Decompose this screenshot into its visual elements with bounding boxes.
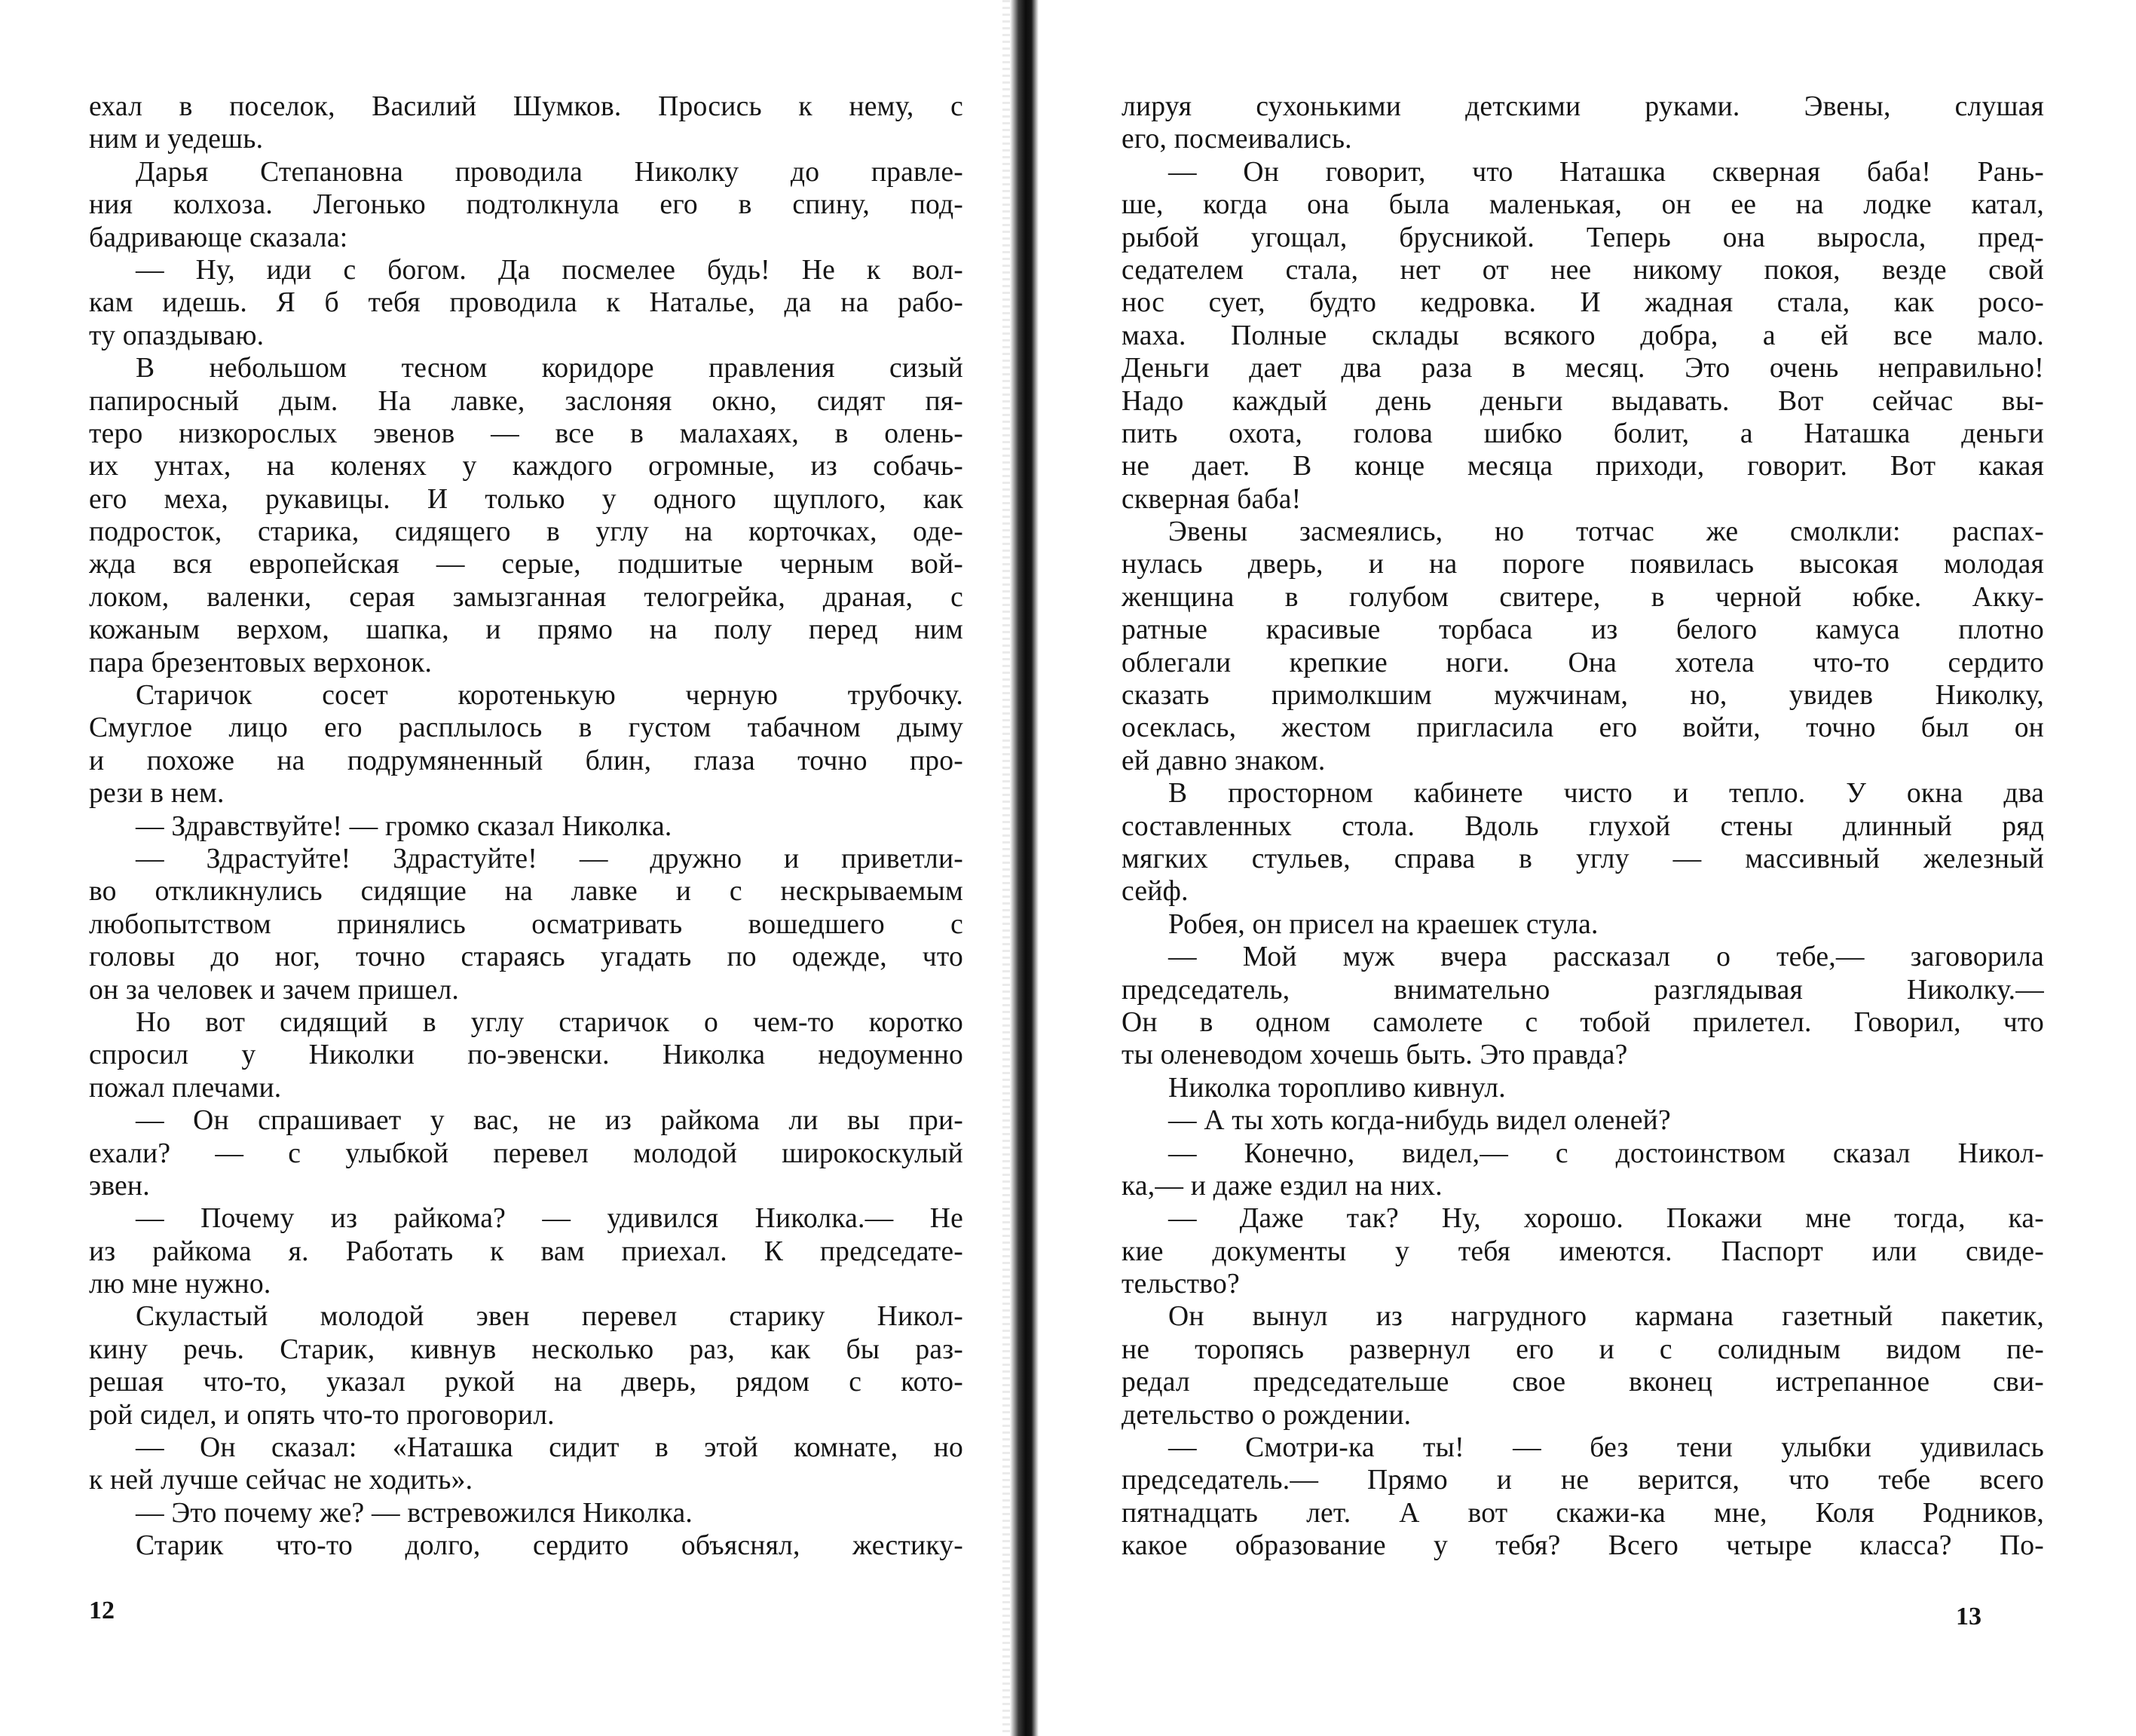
text-line: — Смотри-ка ты! — без тени улыбки удивилась <box>1168 1432 2044 1464</box>
text-line: кожаным верхом, шапка, и прямо на полу перед ним <box>89 614 963 646</box>
text-line: ше, когда она была маленькая, он ее на лодке катал, <box>1122 189 2044 221</box>
text-line: к ней лучше сейчас не ходить». <box>89 1465 473 1496</box>
text-line: кие документы у тебя имеются. Паспорт или свиде- <box>1122 1235 2044 1267</box>
text-line: председатель, внимательно разглядывая Николку.— <box>1122 974 2044 1006</box>
text-line: не дает. В конце месяца приходи, говорит. Вот какая <box>1122 451 2044 482</box>
text-line: — Это почему же? — встревожился Николка. <box>136 1497 693 1529</box>
text-line: сказать примолкшим мужчинам, но, увидев Николку, <box>1122 680 2044 712</box>
text-line: Он вынул из нагрудного кармана газетный пакетик, <box>1168 1301 2044 1333</box>
text-line: скверная баба! <box>1122 483 1302 515</box>
text-line: осеклась, жестом пригласила его войти, точно был он <box>1122 712 2044 744</box>
text-line: рыбой угощал, брусникой. Теперь она выросла, пред- <box>1122 222 2044 253</box>
book-spine <box>1010 0 1039 1736</box>
left-page-number: 12 <box>89 1597 115 1624</box>
text-line: ним и уедешь. <box>89 124 264 155</box>
text-line: теро низкорослых эвенов — все в малахаях, в олень- <box>89 418 963 449</box>
text-line: локом, валенки, серая замызганная телогрейка, драная, с <box>89 581 963 613</box>
text-line: эвен. <box>89 1170 150 1202</box>
text-line: Эвены засмеялись, но тотчас же смолкли: распах- <box>1168 516 2044 548</box>
text-line: жда вся европейская — серые, подшитые черным вой- <box>89 549 963 580</box>
text-line: и похоже на подрумяненный блин, глаза точно про- <box>89 745 963 776</box>
text-line: Дарья Степановна проводила Николку до правле- <box>136 156 963 188</box>
text-line: — Почему из райкома? — удивился Николка.— Не <box>136 1203 963 1235</box>
text-line: — Он спрашивает у вас, не из райкома ли вы при- <box>136 1105 963 1137</box>
text-line: ехали? — с улыбкой перевел молодой широкоскулый <box>89 1137 963 1169</box>
text-line: его меха, рукавицы. И только у одного щуплого, как <box>89 483 963 515</box>
text-line: кину речь. Старик, кивнув несколько раз, как бы раз- <box>89 1333 963 1365</box>
text-line: Старичок сосет коротенькую черную трубочку. <box>136 680 963 712</box>
text-line: редал председательше свое вконец истрепанное сви- <box>1122 1367 2044 1398</box>
text-line: Робея, он присел на краешек стула. <box>1168 908 1599 940</box>
text-line: — Он сказал: «Наташка сидит в этой комнате, но <box>136 1432 963 1464</box>
text-line: маха. Полные склады всякого добра, а ей все мало. <box>1122 320 2044 351</box>
right-page-number: 13 <box>1956 1603 1981 1630</box>
text-line: рези в нем. <box>89 778 225 810</box>
text-line: Надо каждый день деньги выдавать. Вот сейчас вы- <box>1122 385 2044 417</box>
text-line: Старик что-то долго, сердито объяснял, жестику- <box>136 1530 963 1562</box>
text-line: ехал в поселок, Василий Шумков. Просись к нему, с <box>89 91 963 122</box>
text-line: ратные красивые торбаса из белого камуса плотно <box>1122 614 2044 646</box>
text-line: ния колхоза. Легонько подтолкнула его в спину, под- <box>89 189 963 221</box>
text-line: пожал плечами. <box>89 1072 282 1104</box>
text-line: их унтах, на коленях у каждого огромные, из собачь- <box>89 451 963 482</box>
right-page <box>1055 0 2136 1736</box>
text-line: нулась дверь, и на пороге появилась высокая молодая <box>1122 549 2044 580</box>
text-line: его, посмеивались. <box>1122 124 1352 155</box>
text-line: Деньги дает два раза в месяц. Это очень неправильно! <box>1122 353 2044 384</box>
text-line: нос сует, будто кедровка. И жадная стала, как росо- <box>1122 287 2044 319</box>
text-line: — Здрастуйте! Здрастуйте! — дружно и приветли- <box>136 843 963 874</box>
text-line: В небольшом тесном коридоре правления сизый <box>136 353 963 384</box>
text-line: папиросный дым. На лавке, заслоняя окно, сидят пя- <box>89 385 963 417</box>
text-line: ты оленеводом хочешь быть. Это правда? <box>1122 1039 1628 1071</box>
text-line: — Даже так? Ну, хорошо. Покажи мне тогда, ка- <box>1168 1203 2044 1235</box>
text-line: кам идешь. Я б тебя проводила к Наталье, да на рабо- <box>89 287 963 319</box>
right-page-text <box>1122 90 2044 1563</box>
text-line: мягких стульев, справа в углу — массивный железный <box>1122 843 2044 874</box>
text-line: ей давно знаком. <box>1122 745 1326 776</box>
text-line: ка,— и даже ездил на них. <box>1122 1170 1443 1202</box>
left-page-text <box>89 90 963 1563</box>
text-line: председатель.— Прямо и не верится, что тебе всего <box>1122 1465 2044 1496</box>
text-line: пара брезентовых верхонок. <box>89 647 433 678</box>
text-line: Но вот сидящий в углу старичок о чем-то коротко <box>136 1006 963 1038</box>
text-line: не торопясь развернул его и с солидным видом пе- <box>1122 1333 2044 1365</box>
text-line: во откликнулись сидящие на лавке и с нескрываемым <box>89 876 963 908</box>
text-line: решая что-то, указал рукой на дверь, рядом с кото- <box>89 1367 963 1398</box>
text-line: — Конечно, видел,— с достоинством сказал Никол- <box>1168 1137 2044 1169</box>
text-line: спросил у Николки по-эвенски. Николка недоуменно <box>89 1039 963 1071</box>
text-line: В просторном кабинете чисто и тепло. У окна два <box>1168 778 2044 810</box>
left-page <box>0 0 1002 1736</box>
text-line: какое образование у тебя? Всего четыре класса? По- <box>1122 1530 2044 1562</box>
text-line: — Мой муж вчера рассказал о тебе,— заговорила <box>1168 941 2044 973</box>
text-line: женщина в голубом свитере, в черной юбке. Акку- <box>1122 581 2044 613</box>
text-line: составленных стола. Вдоль глухой стены длинный ряд <box>1122 810 2044 842</box>
text-line: головы до ног, точно стараясь угадать по одежде, что <box>89 941 963 973</box>
text-line: детельство о рождении. <box>1122 1399 1412 1431</box>
text-line: тельство? <box>1122 1269 1240 1300</box>
text-line: бадривающе сказала: <box>89 222 348 253</box>
text-line: Он в одном самолете с тобой прилетел. Говорил, что <box>1122 1006 2044 1038</box>
text-line: лируя сухонькими детскими руками. Эвены, слушая <box>1122 91 2044 122</box>
text-line: Николка торопливо кивнул. <box>1168 1072 1506 1104</box>
text-line: любопытством принялись осматривать вошедшего с <box>89 908 963 940</box>
text-line: — Он говорит, что Наташка скверная баба! Рань- <box>1168 156 2044 188</box>
text-line: подросток, старика, сидящего в углу на корточках, оде- <box>89 516 963 548</box>
text-line: ту опаздываю. <box>89 320 265 351</box>
text-line: из райкома я. Работать к вам приехал. К председате- <box>89 1235 963 1267</box>
text-line: седателем стала, нет от нее никому покоя, везде свой <box>1122 254 2044 286</box>
text-line: пятнадцать лет. А вот скажи-ка мне, Коля Родников, <box>1122 1497 2044 1529</box>
text-line: Скуластый молодой эвен перевел старику Никол- <box>136 1301 963 1333</box>
text-line: облегали крепкие ноги. Она хотела что-то сердито <box>1122 647 2044 678</box>
text-line: пить охота, голова шибко болит, а Наташка деньги <box>1122 418 2044 449</box>
text-line: — А ты хоть когда-нибудь видел оленей? <box>1168 1105 1671 1137</box>
text-line: лю мне нужно. <box>89 1269 271 1300</box>
text-line: — Здравствуйте! — громко сказал Николка. <box>136 810 672 842</box>
text-line: он за человек и зачем пришел. <box>89 974 460 1006</box>
text-line: рой сидел, и опять что-то проговорил. <box>89 1399 555 1431</box>
text-line: сейф. <box>1122 876 1189 908</box>
text-line: Смуглое лицо его расплылось в густом табачном дыму <box>89 712 963 744</box>
text-line: — Ну, иди с богом. Да посмелее будь! Не к вол- <box>136 254 963 286</box>
